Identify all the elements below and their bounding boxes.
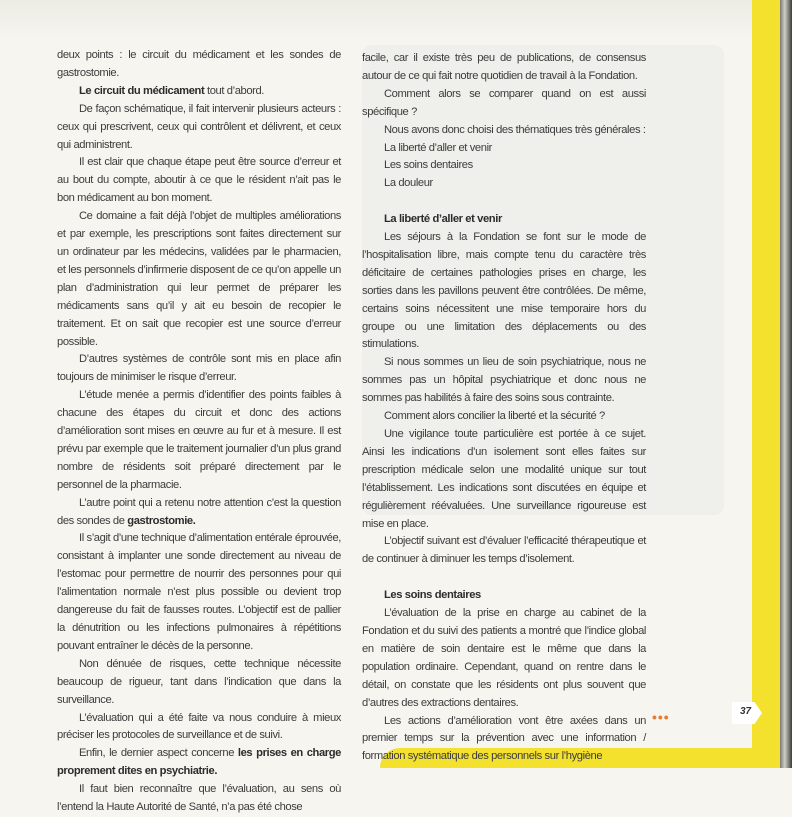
text: D’autres systèmes de contrôle sont mis en place afin toujours de minimiser le risque d’erreur. bbox=[57, 353, 341, 384]
paragraph bbox=[57, 656, 341, 710]
text: La liberté d’aller et venir bbox=[384, 141, 492, 154]
text: L’étude menée a permis d’identifier des points faibles à chacune des étapes du circuit et donc des actions d’amélioration sont mises en œuvre au fur et à mesure. Il est prévu par exemple que le traitement journalier d’un plus grand nombre de résidents soit préparé directement par le personnel de la pharmacie. bbox=[57, 389, 341, 491]
paragraph bbox=[362, 122, 646, 140]
paragraph bbox=[57, 387, 341, 494]
text: Il faut bien reconnaître que l’évaluation, au sens où l’entend la Haute Autorité de Santé, n’a pas été chose bbox=[57, 783, 341, 814]
text: Une vigilance toute particulière est portée à ce sujet. Ainsi les indications d’un isolement sont elles faites sur prescription médicale selon une modalité unique sur tout l’établissement. Les indications sont discutées en équipe et régulièrement réévaluées. Une surveillance rigoureuse est mise en place. bbox=[362, 428, 646, 530]
text: Non dénuée de risques, cette technique nécessite beaucoup de rigueur, tant dans l’indication que dans la surveillance. bbox=[57, 657, 341, 706]
text: Ce domaine a fait déjà l’objet de multiples améliorations et par exemple, les prescriptions sont faites directement sur un ordinateur par les médecins, validées par le pharmacien, et les personnels d’infirmerie disposent de ce qu’on appelle un plan d’administration qui leur permet de préparer les médicaments sans qu’il y ait eu besoin de recopier le traitement. Et on sait que recopier est une source d’erreur possible. bbox=[57, 210, 341, 348]
text: Nous avons donc choisi des thématiques très générales : bbox=[384, 123, 646, 136]
paragraph bbox=[57, 745, 341, 781]
list-item bbox=[362, 140, 646, 158]
paragraph bbox=[57, 781, 341, 817]
text: L’évaluation qui a été faite va nous conduire à mieux préciser les protocoles de surveillance et de suivi. bbox=[57, 711, 341, 742]
text: Les séjours à la Fondation se font sur le mode de l’hospitalisation libre, mais compte tenu du caractère très déficitaire de certaines pathologies prises en charge, les sorties dans les pavillons peuvent être contrôlées. De même, certains soins nécessitent une mise temporaire hors du groupe ou une limitation des déplacements ou des stimulations. bbox=[362, 231, 646, 351]
list-item bbox=[362, 175, 646, 193]
bold-text: La liberté d’aller et venir bbox=[384, 213, 502, 226]
paragraph bbox=[362, 229, 646, 354]
paragraph bbox=[362, 713, 646, 767]
right-column bbox=[362, 50, 646, 766]
page-number: 37 bbox=[740, 706, 752, 717]
yellow-side-band bbox=[752, 0, 780, 768]
paragraph bbox=[57, 101, 341, 155]
text: Les actions d’amélioration vont être axées dans un premier temps sur la prévention avec une information / formation systématique des personnels sur l’hygiène bbox=[362, 714, 646, 763]
paragraph bbox=[362, 86, 646, 122]
text: Si nous sommes un lieu de soin psychiatrique, nous ne sommes pas un hôpital psychiatrique et donc nous ne sommes pas habilités à faire des soins sous contrainte. bbox=[362, 356, 646, 405]
text: De façon schématique, il fait intervenir plusieurs acteurs : ceux qui prescrivent, ceux qui contrôlent et délivrent, et ceux qui administrent. bbox=[57, 102, 341, 151]
bold-text: Le circuit du médicament bbox=[79, 84, 205, 97]
text: L’évaluation de la prise en charge au cabinet de la Fondation et du suivi des patients a montré que l’indice global en matière de soin dentaire est le même que dans la population ordinaire. Cependant, quand on rentre dans le détail, on constate que les résidents ont plus souvent que d’autres des extractions dentaires. bbox=[362, 607, 646, 709]
bold-text: les prises en charge proprement dites en psychiatrie. bbox=[57, 747, 341, 778]
page-top-shadow bbox=[0, 0, 752, 40]
text: L’objectif suivant est d’évaluer l’efficacité thérapeutique et de continuer à diminuer les temps d’isolement. bbox=[362, 535, 646, 566]
paragraph bbox=[57, 154, 341, 208]
paragraph bbox=[57, 47, 341, 83]
left-column bbox=[57, 47, 341, 817]
paragraph bbox=[57, 208, 341, 351]
paragraph bbox=[57, 351, 341, 387]
paragraph bbox=[57, 83, 341, 101]
paragraph bbox=[362, 354, 646, 408]
bold-text: gastrostomie. bbox=[127, 514, 196, 527]
paragraph bbox=[57, 530, 341, 655]
paragraph bbox=[57, 710, 341, 746]
text: L’autre point qui a retenu notre attention c’est la question des sondes de bbox=[57, 496, 341, 527]
text: Les soins dentaires bbox=[384, 159, 473, 172]
text: Comment alors concilier la liberté et la sécurité ? bbox=[384, 410, 605, 423]
text: Il est clair que chaque étape peut être source d’erreur et au bout du compte, aboutir à ce que le résident n’ait pas le bon médicament au bon moment. bbox=[57, 156, 341, 205]
paragraph bbox=[362, 533, 646, 569]
paragraph bbox=[362, 408, 646, 426]
text: Comment alors se comparer quand on est aussi spécifique ? bbox=[362, 87, 646, 118]
text: Enfin, le dernier aspect concerne bbox=[79, 747, 238, 760]
binding-edge bbox=[780, 0, 792, 768]
paragraph bbox=[57, 495, 341, 531]
text: Il s’agit d’une technique d’alimentation entérale éprouvée, consistant à implanter une sonde directement au niveau de l’estomac pour permettre de nourrir des personnes pour qui l’alimentation normale n’est plus possible ou devient trop dangereuse du fait de fausses routes. L’objectif est de pallier la dénutrition ou les infections pulmonaires à répétitions pouvant entraîner le décès de la personne. bbox=[57, 532, 341, 652]
paragraph bbox=[362, 426, 646, 533]
bold-text: Les soins dentaires bbox=[384, 589, 481, 602]
text: La douleur bbox=[384, 177, 433, 190]
list-item bbox=[362, 157, 646, 175]
text: tout d’abord. bbox=[204, 84, 265, 97]
text: deux points : le circuit du médicament et les sondes de gastrostomie. bbox=[57, 49, 341, 79]
text: facile, car il existe très peu de publications, de consensus autour de ce qui fait notre quotidien de travail à la Fondation. bbox=[362, 52, 646, 82]
orange-dots-ornament: ••• bbox=[652, 709, 670, 725]
paragraph bbox=[362, 50, 646, 86]
section-heading bbox=[362, 587, 646, 605]
paragraph bbox=[362, 605, 646, 712]
section-heading bbox=[362, 211, 646, 229]
